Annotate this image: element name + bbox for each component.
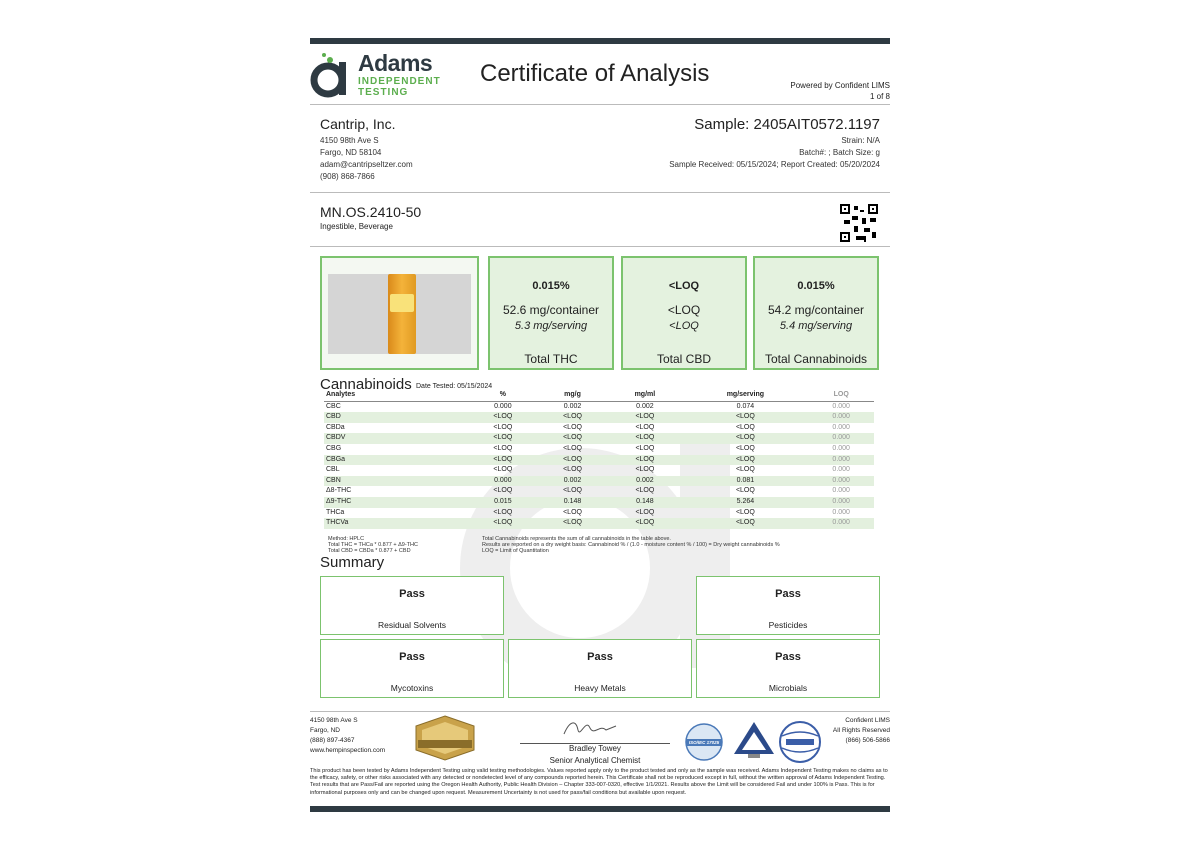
- col-mg-serving: mg/serving: [682, 390, 808, 401]
- table-cell: 0.000: [832, 508, 850, 516]
- table-row: [324, 444, 874, 455]
- table-cell: 0.002: [538, 476, 608, 487]
- table-row: [324, 455, 874, 466]
- product-photo-box: [320, 256, 479, 370]
- table-cell: 5.264: [682, 497, 808, 508]
- page-title: Certificate of Analysis: [480, 60, 710, 87]
- date-tested: Date Tested: 05/15/2024: [416, 383, 493, 390]
- table-row: [324, 486, 874, 497]
- product-name: MN.OS.2410-50: [320, 204, 422, 220]
- table-cell: THCa: [326, 508, 345, 516]
- page-number: 1 of 8: [869, 92, 890, 101]
- bottom-bar: [310, 806, 890, 812]
- table-cell: CBL: [326, 466, 340, 474]
- table-cell: CBG: [326, 444, 342, 452]
- footer-right: [833, 716, 890, 746]
- method-line: Total THC = THCa * 0.877 + Δ9-THC: [328, 542, 418, 548]
- signer-name: Bradley Towey: [569, 744, 621, 753]
- iso-label: ISO/IEC 17025: [688, 740, 720, 745]
- disclaimer: This product has been tested by Adams Independent Testing using valid testing methodologies. Values reported apply only to the product tested and only as the sample was received. Adams Independent Testing makes no claims as to the efficacy, safety, or other risks associated with any detected or nondetected level of any compounds reported herein. This Certificate shall not be reproduced except in full, without the written approval of Adams Independent Testing. Test results that are Pass/Fail are reported using the Oregon Health Authority, Public Health Division – Chapter 333-007-0320, effective 1/1/2021. Results above the Limit will be considered Fail and under 100% is Pass. This is for informational purposes only and can be changed upon request. Measurement Uncertainty is not used for pass/fail conditions but available upon request.: [310, 768, 888, 796]
- microbials-box: [696, 639, 880, 698]
- table-cell: 0.000: [808, 518, 874, 529]
- table-cell: 0.074: [736, 402, 755, 410]
- client-name: Cantrip, Inc.: [320, 116, 396, 132]
- logo-icon: [310, 52, 352, 98]
- table-row: [324, 433, 874, 444]
- footer-rights: All Rights Reserved: [832, 727, 890, 734]
- table-cell: CBC: [326, 402, 341, 410]
- table-row: [324, 476, 874, 487]
- table-cell: 0.000: [494, 402, 512, 410]
- test-result: Pass: [775, 651, 801, 663]
- table-cell: <LOQ: [635, 423, 655, 431]
- table-row: [324, 401, 874, 412]
- table-cell: <LOQ: [735, 423, 755, 431]
- method-notes: [328, 536, 418, 554]
- total-cannabinoids-percent: 0.015%: [797, 280, 835, 292]
- sample-batch: Batch#: ; Batch Size: g: [799, 148, 880, 157]
- test-result: Pass: [775, 588, 801, 600]
- logo-line2: TESTING: [358, 87, 409, 98]
- table-cell: <LOQ: [468, 455, 538, 466]
- table-cell: <LOQ: [563, 487, 582, 495]
- col-percent: %: [468, 390, 538, 401]
- test-name: Pesticides: [768, 620, 808, 630]
- table-cell: <LOQ: [735, 466, 755, 474]
- total-cannabinoids-mg-serving: 5.4 mg/serving: [779, 320, 853, 332]
- test-result: Pass: [587, 651, 613, 663]
- test-name: Residual Solvents: [377, 620, 447, 630]
- table-cell: 0.000: [808, 497, 874, 508]
- mycotoxins-box: [320, 639, 504, 698]
- table-row: [324, 497, 874, 508]
- client-address2: Fargo, ND 58104: [320, 148, 382, 157]
- divider: [310, 711, 890, 712]
- table-cell: <LOQ: [607, 412, 682, 423]
- table-cell: <LOQ: [493, 508, 513, 516]
- total-cannabinoids-mg-container: 54.2 mg/container: [767, 303, 865, 317]
- signer-title: Senior Analytical Chemist: [549, 756, 641, 765]
- total-cbd-mg-container: <LOQ: [667, 303, 701, 317]
- divider: [310, 104, 890, 105]
- table-cell: 0.002: [607, 476, 682, 487]
- total-cannabinoids-label: Total Cannabinoids: [764, 352, 868, 366]
- table-row: [324, 518, 874, 529]
- table-cell: CBD: [324, 412, 468, 423]
- cannabinoids-title: Cannabinoids: [320, 376, 412, 393]
- col-loq: LOQ: [808, 390, 874, 401]
- note-line: Results are reported on a dry weight basis: Cannabinoid % / (1.0 - moisture content % / 100) = Dry weight cannabinoids %: [482, 542, 780, 548]
- table-cell: <LOQ: [563, 423, 582, 431]
- table-cell: <LOQ: [682, 455, 808, 466]
- table-cell: <LOQ: [493, 487, 513, 495]
- table-cell: <LOQ: [735, 508, 755, 516]
- table-cell: CBDV: [324, 433, 468, 444]
- residual-solvents-box: [320, 576, 504, 635]
- pjla-accreditation-icon: [732, 720, 776, 760]
- test-name: Heavy Metals: [574, 683, 626, 693]
- table-cell: <LOQ: [468, 412, 538, 423]
- table-cell: 0.000: [832, 466, 850, 474]
- table-cell: 0.000: [832, 402, 850, 410]
- total-cannabinoids-box: [753, 256, 879, 370]
- client-email: adam@cantripseltzer.com: [320, 160, 413, 169]
- result-notes: [482, 536, 780, 554]
- client-phone: (908) 868-7866: [320, 172, 375, 181]
- table-cell: <LOQ: [682, 433, 808, 444]
- divider: [310, 192, 890, 193]
- table-cell: <LOQ: [563, 466, 582, 474]
- table-cell: <LOQ: [493, 423, 513, 431]
- footer-address2: Fargo, ND: [310, 727, 340, 734]
- table-cell: <LOQ: [538, 455, 608, 466]
- table-cell: <LOQ: [607, 455, 682, 466]
- signature-icon: [560, 716, 620, 740]
- footer-address: [310, 716, 385, 756]
- table-cell: 0.000: [832, 423, 850, 431]
- certified-badge-icon: [412, 714, 478, 762]
- total-cbd-box: [621, 256, 747, 370]
- total-thc-mg-container: 52.6 mg/container: [502, 303, 600, 317]
- beverage-can-icon: [388, 274, 416, 354]
- test-result: Pass: [399, 651, 425, 663]
- heavy-metals-box: [508, 639, 692, 698]
- table-cell: 0.000: [832, 487, 850, 495]
- table-cell: <LOQ: [635, 466, 655, 474]
- powered-by: [790, 80, 890, 102]
- table-cell: <LOQ: [682, 518, 808, 529]
- table-cell: 0.000: [832, 444, 850, 452]
- total-cbd-mg-serving: <LOQ: [669, 320, 699, 332]
- footer-lims-phone: (866) 506-5866: [845, 737, 890, 744]
- table-cell: <LOQ: [493, 466, 513, 474]
- table-row: [324, 465, 874, 476]
- table-cell: <LOQ: [735, 487, 755, 495]
- table-cell: <LOQ: [635, 444, 655, 452]
- table-cell: <LOQ: [635, 487, 655, 495]
- qr-code-icon: [840, 204, 878, 242]
- table-cell: 0.000: [808, 476, 874, 487]
- total-thc-mg-serving: 5.3 mg/serving: [514, 320, 588, 332]
- note-line: LOQ = Limit of Quantitation: [482, 548, 549, 554]
- table-cell: 0.081: [682, 476, 808, 487]
- ilac-mra-icon: [778, 720, 822, 764]
- table-cell: <LOQ: [682, 412, 808, 423]
- note-line: Total Cannabinoids represents the sum of all cannabinoids in the table above.: [482, 536, 671, 542]
- table-cell: 0.000: [808, 455, 874, 466]
- footer-lims: Confident LIMS: [845, 717, 890, 724]
- test-result: Pass: [399, 588, 425, 600]
- total-thc-box: [488, 256, 614, 370]
- table-cell: 0.000: [808, 433, 874, 444]
- product-photo: [328, 274, 471, 354]
- logo-name: Adams: [358, 50, 433, 76]
- test-name: Mycotoxins: [390, 683, 434, 693]
- total-thc-percent: 0.015%: [532, 280, 570, 292]
- table-cell: <LOQ: [538, 433, 608, 444]
- table-cell: 0.002: [636, 402, 654, 410]
- table-cell: <LOQ: [468, 433, 538, 444]
- sample-dates: Sample Received: 05/15/2024; Report Created: 05/20/2024: [669, 160, 880, 169]
- table-cell: <LOQ: [538, 412, 608, 423]
- powered-by-text: Powered by Confident LIMS: [790, 81, 890, 90]
- table-cell: THCVa: [324, 518, 468, 529]
- col-analytes: Analytes: [324, 390, 468, 401]
- table-row: [324, 508, 874, 519]
- col-mg-ml: mg/ml: [607, 390, 682, 401]
- top-bar: [310, 38, 890, 44]
- table-cell: CBGa: [324, 455, 468, 466]
- client-address1: 4150 98th Ave S: [320, 136, 379, 145]
- footer-phone: (888) 897-4367: [310, 737, 355, 744]
- method-line: Method: HPLC: [328, 536, 365, 542]
- col-mg-g: mg/g: [538, 390, 608, 401]
- table-cell: 0.002: [563, 402, 582, 410]
- certificate-page: [310, 38, 890, 812]
- pesticides-box: [696, 576, 880, 635]
- table-header-row: [324, 390, 874, 401]
- table-cell: CBDa: [326, 423, 345, 431]
- total-cbd-percent: <LOQ: [668, 280, 700, 292]
- table-cell: <LOQ: [735, 444, 755, 452]
- table-cell: <LOQ: [607, 433, 682, 444]
- table-row: [324, 412, 874, 423]
- sample-id: Sample: 2405AIT0572.1197: [694, 116, 880, 133]
- table-cell: 0.148: [607, 497, 682, 508]
- test-name: Microbials: [768, 683, 808, 693]
- table-cell: <LOQ: [468, 518, 538, 529]
- table-cell: <LOQ: [493, 444, 513, 452]
- sample-strain: Strain: N/A: [841, 136, 880, 145]
- table-cell: 0.148: [538, 497, 608, 508]
- table-cell: 0.000: [808, 412, 874, 423]
- table-cell: Δ8-THC: [326, 487, 352, 495]
- table-cell: <LOQ: [538, 518, 608, 529]
- method-line: Total CBD = CBDa * 0.877 + CBD: [328, 548, 411, 554]
- table-cell: CBN: [324, 476, 468, 487]
- table-cell: <LOQ: [563, 444, 582, 452]
- table-cell: 0.000: [468, 476, 538, 487]
- table-cell: 0.015: [468, 497, 538, 508]
- divider: [310, 246, 890, 247]
- cannabinoids-table: [324, 390, 874, 529]
- summary-title: Summary: [320, 554, 385, 571]
- total-thc-label: Total THC: [524, 352, 578, 366]
- footer-website: www.hempinspection.com: [310, 747, 386, 754]
- product-type: Ingestible, Beverage: [320, 222, 393, 231]
- footer-address1: 4150 98th Ave S: [310, 717, 358, 724]
- total-cbd-label: Total CBD: [656, 352, 712, 366]
- table-cell: <LOQ: [563, 508, 582, 516]
- logo-line1: INDEPENDENT: [358, 76, 441, 87]
- table-cell: Δ9-THC: [324, 497, 468, 508]
- table-cell: <LOQ: [635, 508, 655, 516]
- table-row: [324, 423, 874, 434]
- table-cell: <LOQ: [607, 518, 682, 529]
